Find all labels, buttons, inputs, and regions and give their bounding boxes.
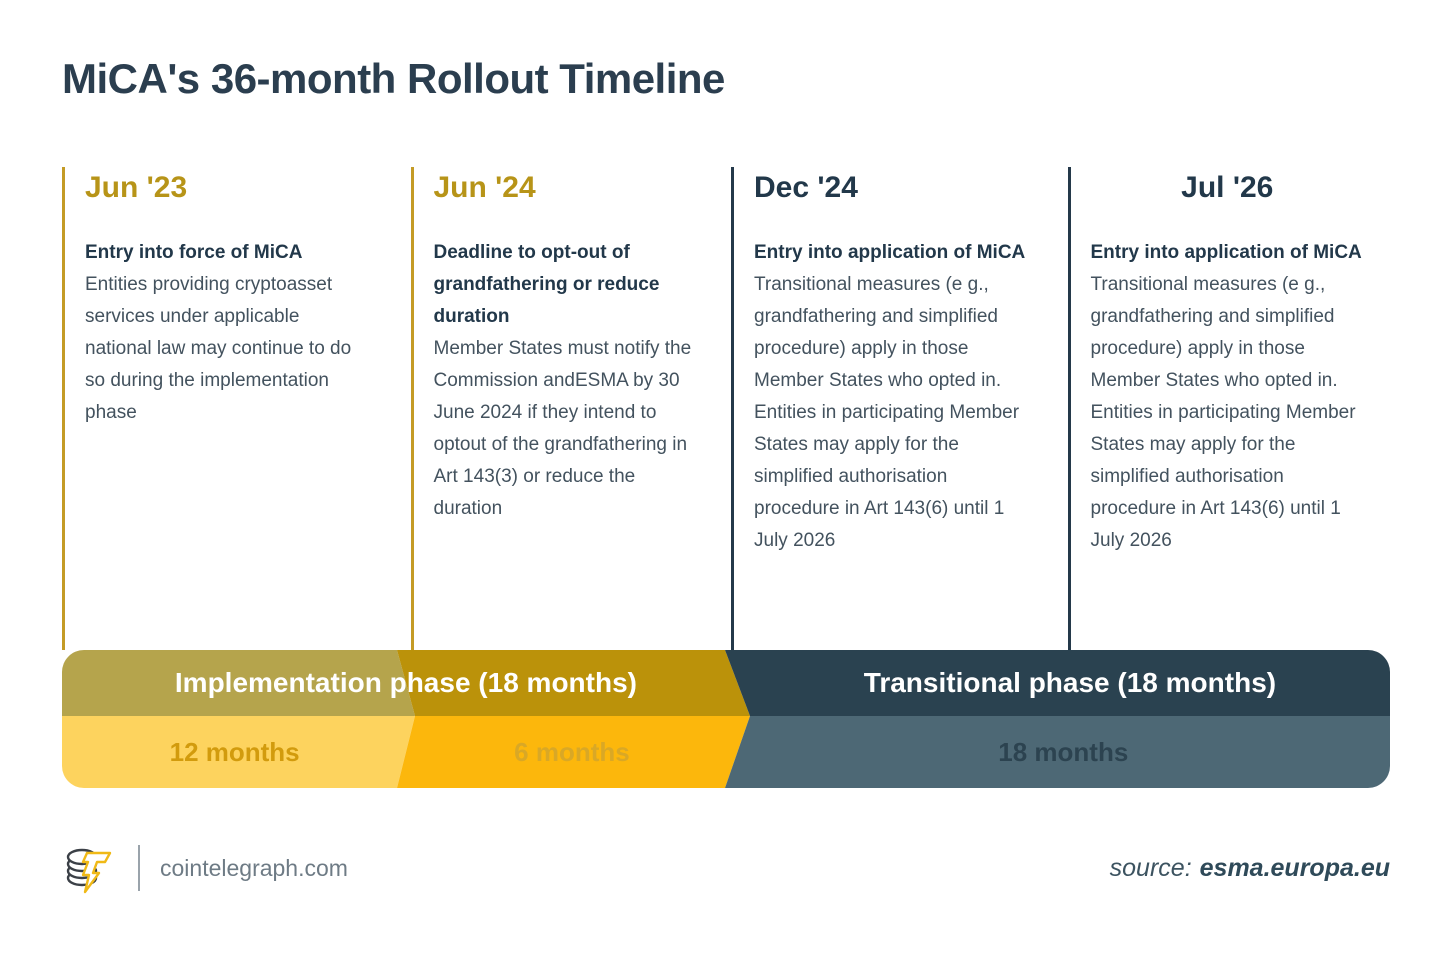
column-heading: Entry into application of MiCA <box>754 242 1026 263</box>
brand-block <box>62 840 348 896</box>
transitional-phase-label: Transitional phase (18 months) <box>863 667 1277 698</box>
column-heading: Entry into force of MiCA <box>85 242 303 263</box>
source-line <box>1110 854 1390 883</box>
column-heading: Deadline to opt-out of grandfathering or reduce duration <box>433 242 660 327</box>
column-date-label: Dec '24 <box>754 171 858 204</box>
brand-divider <box>138 845 140 891</box>
column-date-label: Jun '23 <box>85 171 188 204</box>
column-date-label: Jul '26 <box>1181 171 1274 204</box>
phase-timeline-bars <box>62 650 1390 788</box>
column-body-text: Entities providing cryptoasset services under applicable national law may continue to do so during the implementation phase <box>85 274 352 423</box>
segment-6-months-label: 6 months <box>514 736 630 767</box>
column-heading: Entry into application of MiCA <box>1090 242 1362 263</box>
timeline-columns <box>62 167 1390 650</box>
cointelegraph-logo-icon <box>62 840 118 896</box>
implementation-phase-label: Implementation phase (18 months) <box>174 667 637 698</box>
column-body-text: Member States must notify the Commission andESMA by 30 June 2024 if they intend to optout of the grandfathering in Art 143(3) or reduce the duration <box>433 338 692 519</box>
timeline-column-jun-23 <box>62 167 411 650</box>
page-title: MiCA's 36-month Rollout Timeline <box>62 55 725 102</box>
source-label: source: <box>1109 853 1192 882</box>
segment-18-months-label: 18 months <box>998 736 1129 767</box>
column-date-label: Jun '24 <box>433 171 536 204</box>
segment-12-months-label: 12 months <box>169 736 300 767</box>
source-value: esma.europa.eu <box>1199 853 1390 882</box>
timeline-column-jun-24 <box>411 167 732 650</box>
site-name: cointelegraph.com <box>160 854 348 881</box>
footer <box>62 840 1390 896</box>
column-body-text: Transitional measures (e g., grandfathering and simplified procedure) apply in those Member States who opted in. Entities in participating Member States may apply for the simplified authorisation procedure in Art 143(6) until 1 July 2026 <box>754 274 1020 551</box>
column-body-text: Transitional measures (e g., grandfathering and simplified procedure) apply in those Member States who opted in. Entities in participating Member States may apply for the simplified authorisation procedure in Art 143(6) until 1 July 2026 <box>1090 274 1356 551</box>
timeline-column-jul-26 <box>1068 167 1391 650</box>
timeline-column-dec-24 <box>731 167 1068 650</box>
